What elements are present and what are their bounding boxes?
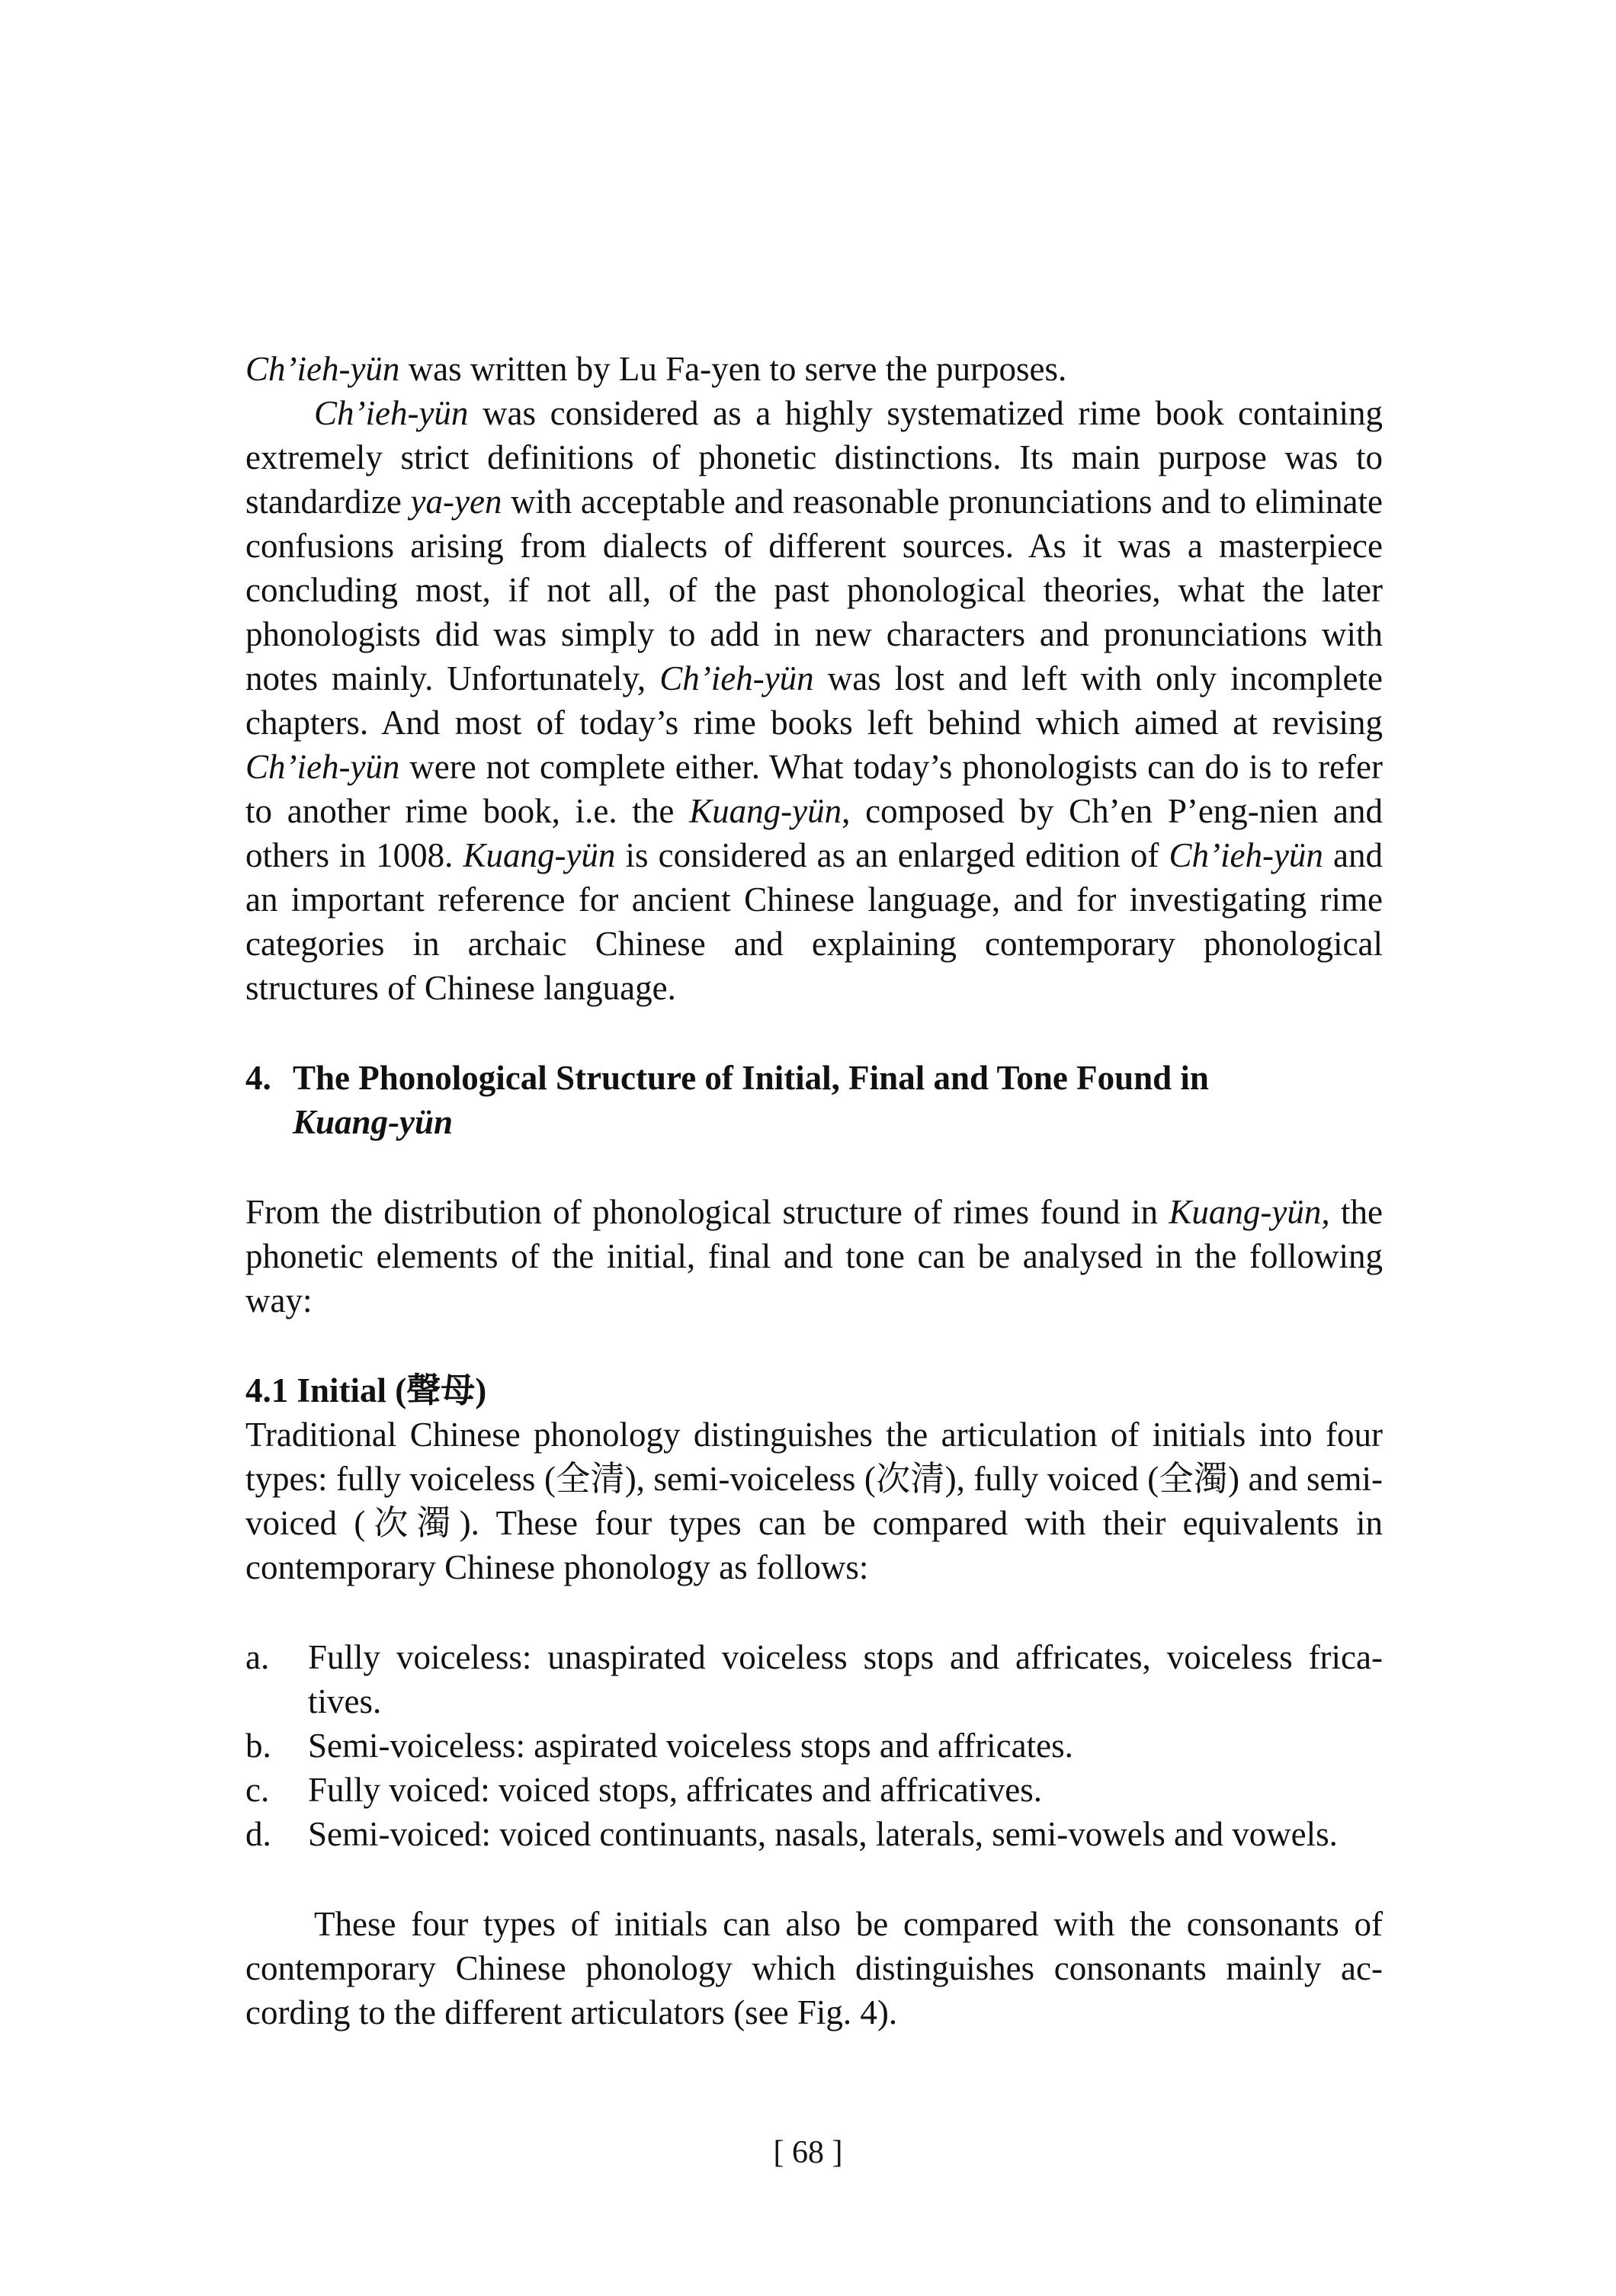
list-marker: a. — [245, 1638, 270, 1676]
section-heading-4 — [245, 1056, 1383, 1144]
list-item — [245, 1768, 1383, 1812]
paragraph-text: is considered as an enlarged edition of — [615, 836, 1169, 874]
book-title-italic: Kuang-yün, — [1169, 1193, 1330, 1231]
list-item-text: Semi-voiced: voiced continuants, nasals, laterals, semi-vowels and vowels. — [308, 1815, 1338, 1853]
list-marker: d. — [245, 1815, 271, 1853]
list-item — [245, 1635, 1383, 1724]
list-item — [245, 1724, 1383, 1768]
paragraph-distribution — [245, 1190, 1383, 1323]
paragraph-text: were not complete either. What today’s phonologists can do is to refer to another rime book, i.e. the — [245, 748, 1383, 830]
book-title-italic: Ch’ieh-yün — [659, 659, 814, 697]
book-title-italic: Ch’ieh-yün — [245, 748, 400, 786]
list-item-text: Fully voiced: voiced stops, affricates and affricatives. — [308, 1771, 1043, 1809]
paragraph-chieh-yun — [245, 391, 1383, 1010]
paragraph-text: was written by Lu Fa-yen to serve the purposes. — [399, 350, 1067, 388]
paragraph-text: the phonetic elements of the initial, final and tone can be analysed in the following way: — [245, 1193, 1383, 1320]
page-number: [ 68 ] — [773, 2135, 843, 2170]
paragraph-traditional-phonology: Traditional Chinese phonology distinguishes the articulation of initials into four types: fully voiceless (全清), semi-voiceless (次清), fully voiced (全濁) and semi-voiced (次濁). These four types can be compared with their equivalents in contemporary Chinese phonology as follows: — [245, 1416, 1383, 1586]
initials-list — [245, 1635, 1383, 1856]
paragraph-text: was considered as a highly systematized rime book containing extremely strict definitions of phonetic distinctions. Its main purpose was to standardize — [245, 394, 1383, 521]
paragraph-text: From the distribution of phonological structure of rimes found in — [245, 1193, 1169, 1231]
section-title-text: The Phonological Structure of Initial, Final and Tone Found in — [293, 1059, 1209, 1097]
paragraph-text: was lost and left with only incomplete chapters. And most of today’s rime books left behind which aimed at revising — [245, 659, 1384, 742]
paragraph-text: and an important reference for ancient Chinese language, and for investigating rime categories in archaic Chinese and explaining contemporary phonological structures of Chinese language. — [245, 836, 1383, 1007]
list-item-text: Fully voiceless: unaspirated voiceless stops and affricates, voiceless fricatives. — [308, 1638, 1383, 1720]
book-title-italic: Ch’ieh-yün — [1169, 836, 1323, 874]
paragraph-consonants: These four types of initials can also be compared with the consonants of contemporary Chinese phonology which distinguishes consonants mainly according to the different articulators (see Fig. 4). — [245, 1905, 1383, 2031]
section-title-italic: Kuang-yün — [293, 1103, 454, 1141]
list-marker: b. — [245, 1727, 271, 1765]
paragraph-text: , composed by Ch’en P’eng-nien and others in 1008. — [245, 792, 1383, 874]
list-item — [245, 1812, 1383, 1856]
list-item-text: Semi-voiceless: aspirated voiceless stops and affricates. — [308, 1727, 1073, 1765]
subsection-heading-4-1: 4.1 Initial (聲母) — [245, 1371, 487, 1409]
page-body — [245, 347, 1383, 2035]
book-title-italic: Kuang-yün — [463, 836, 616, 874]
book-title-italic: Ch’ieh-yün — [245, 350, 400, 388]
section-number: 4. — [245, 1059, 271, 1097]
paragraph-text: with acceptable and reasonable pronunciations and to eliminate confusions arising from dialects of different sources. As it was a masterpiece concluding most, if not all, of the past phonological theories, what the later phonologists did was simply to add in new characters and pronunciations with notes mainly. Unfortunately, — [245, 483, 1383, 697]
term-italic: ya-yen — [410, 483, 502, 521]
section-title — [293, 1056, 1383, 1144]
book-title-italic: Ch’ieh-yün — [314, 394, 469, 432]
book-title-italic: Kuang-yün — [689, 792, 842, 830]
paragraph-intro — [245, 347, 1383, 391]
list-marker: c. — [245, 1771, 270, 1809]
